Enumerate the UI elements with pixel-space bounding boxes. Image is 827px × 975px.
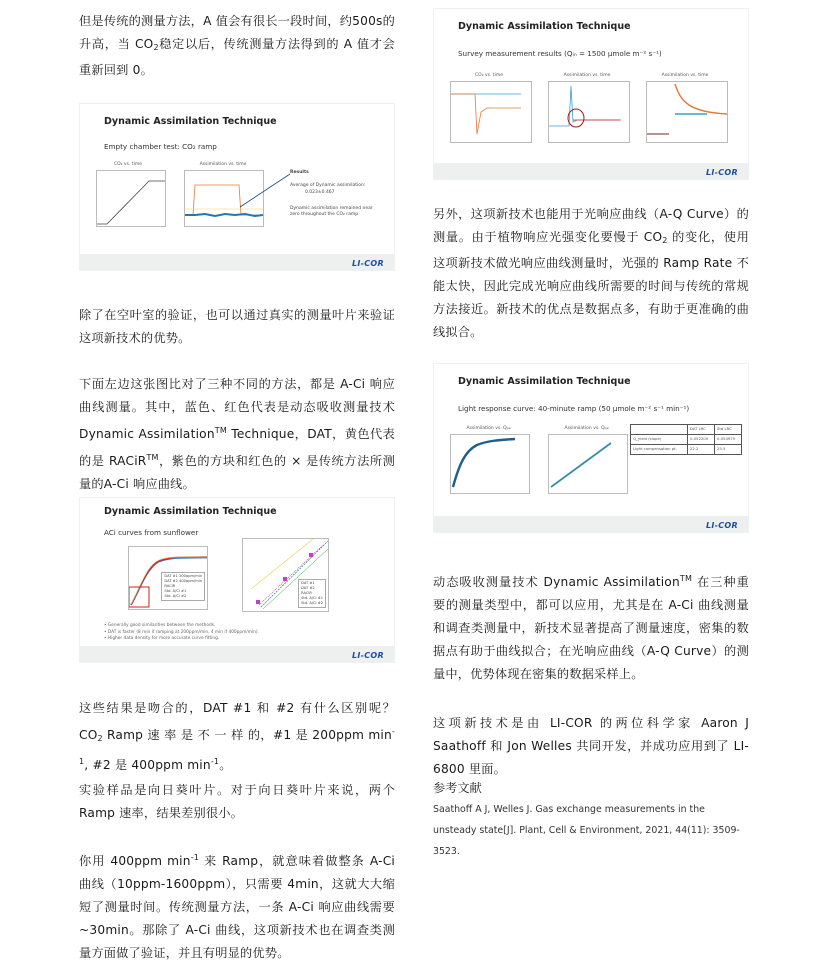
trademark: TM — [214, 426, 227, 435]
text: , #2 是 400ppm min — [84, 758, 211, 772]
licor-logo: LI-COR — [351, 651, 384, 660]
co2-lines — [451, 82, 531, 142]
references-citation: Saathoff A J, Welles J. Gas exchange measurements in the unsteady state[J]. Plant, Cell & Environment, 2021, 44(11): 3509-3523. — [433, 804, 740, 857]
text: 稳定以后，传统测量方法得到的 A 值才会重新回到 0。 — [79, 37, 395, 77]
light-response-curve — [451, 435, 529, 493]
superscript: -1 — [190, 853, 200, 862]
legend-item: RACiR — [164, 584, 176, 588]
chart-title: CO₂ vs. time — [114, 162, 142, 167]
text: 的变化，使用这项新技术做光响应曲线测量时，光强的 Ramp Rate 不能太快，因此完成光响应曲线所需要的时间与传统的常规方法接近。新技术的优点是数据点多，有助于更准确的曲线拟合。 — [433, 230, 749, 339]
slide-footer — [434, 516, 748, 532]
legend-item: Std. A/Ci #1 — [301, 596, 323, 600]
slide-aci-curves-sunflower — [79, 497, 395, 663]
text: Ramp 速 率 是 不 一 样 的，#1 是 200ppm min — [102, 728, 392, 742]
text: 下面左边这张图比对了三种不同的方法，都是 A-Ci 响应曲线测量。其中，蓝色、红色代表是动态吸收测量技术 Dynamic Assimilation — [79, 377, 395, 441]
results-note: Dynamic assimilation remained near zero throughout the CO₂ ramp — [290, 206, 373, 217]
chart-assimilation-vs-qpar-1 — [444, 426, 534, 506]
table-cell: DAT LRC — [688, 425, 715, 435]
plot-area — [450, 81, 532, 143]
legend-item: Std. A/Ci #1 — [164, 589, 187, 593]
text: 动态吸收测量技术 Dynamic Assimilation — [433, 575, 680, 589]
chart-title: Assimilation vs. time — [563, 73, 611, 78]
text: Technique，DAT，黄色代表的是 RACiR — [79, 427, 395, 468]
legend-item: DAT #2 — [301, 586, 315, 590]
table-cell: 25.5 — [714, 445, 741, 455]
plot-aci-zoom — [242, 538, 329, 612]
legend-item: DAT #2 400ppm/min — [164, 579, 202, 583]
bullet-text: Generally good similarities between the methods. — [107, 623, 216, 628]
legend — [161, 572, 205, 601]
licor-logo: LI-COR — [351, 259, 384, 268]
bullet-text: DAT is faster (8 min if ramping at 200ppm/min, 4 min if 400ppm/min). — [107, 629, 259, 635]
plot-aci-full — [128, 546, 208, 610]
table-cell: 0.054979 — [714, 435, 741, 445]
plot-area — [548, 81, 630, 143]
paragraph-summary — [433, 567, 749, 686]
legend-item: DAT #1 — [301, 581, 315, 585]
paragraph-traditional-method — [79, 10, 395, 82]
assimilation-lines — [549, 82, 629, 142]
plot-area — [646, 81, 728, 143]
paragraph-sunflower: 实验样品是向日葵叶片。对于向日葵叶片来说，两个 Ramp 速率，结果差别很小。 — [79, 783, 395, 820]
results-heading: Results — [290, 170, 309, 175]
assimilation-lines — [647, 82, 727, 142]
licor-logo: LI-COR — [705, 521, 738, 530]
chart-co2-vs-time — [88, 162, 168, 237]
results-average-label: Average of Dynamic assimilation: — [290, 183, 366, 188]
slide-subtitle: Survey measurement results (Qᵢₙ = 1500 μmole m⁻² s⁻¹) — [458, 49, 662, 58]
chart-title: Assimilation vs. Qₚₐᵣ — [564, 426, 610, 431]
paragraph-developers: 这项新技术是由 LI-COR 的两位科学家 Aaron J Saathoff 和 Jon Welles 共同开发，并成功应用到了 LI-6800 里面。 — [433, 716, 749, 776]
chart-co2-vs-time — [444, 73, 534, 153]
slide-light-response-curve — [433, 363, 749, 533]
co2-ramp-line — [97, 171, 165, 226]
legend-item: DAT #1 200ppm/min — [164, 574, 202, 578]
chart-title: Assimilation vs. time — [199, 162, 247, 167]
text: 另外，这项新技术也能用于光响应曲线（A-Q Curve）的测量。由于植物响应光强变化要慢于 CO — [433, 207, 749, 244]
table-cell: 22.2 — [688, 445, 715, 455]
plot-area — [450, 434, 530, 494]
references-heading: 参考文献 — [433, 781, 482, 795]
text: 来 Ramp，就意味着做整条 A-Ci 曲线（10ppm-1600ppm），只需要 4min，这就大大缩短了测量时间。传统测量方法，一条 A-Ci 响应曲线需要 ~30min。那除了 A-Ci 曲线，这项新技术也在调查类测量方面做了验证，并且有明显的优势。 — [79, 854, 395, 960]
chart-title: Assimilation vs. time — [661, 73, 709, 78]
slide-footer — [80, 254, 394, 270]
superscript: -1 — [79, 727, 395, 766]
superscript: -1 — [210, 757, 220, 766]
slide-title: Dynamic Assimilation Technique — [458, 21, 631, 32]
bullet-item: • DAT is faster (8 min if ramping at 200ppm/min, 4 min if 400ppm/min). — [104, 629, 259, 635]
table-cell: Light compensation pt. — [631, 445, 688, 455]
slide-subtitle: ACi curves from sunflower — [104, 528, 199, 537]
chart-assimilation-vs-qpar-2 — [542, 426, 632, 506]
legend — [298, 579, 326, 608]
results-table — [630, 424, 742, 455]
table-row — [631, 435, 742, 445]
slide-empty-chamber-test — [79, 103, 395, 271]
trademark: TM — [679, 574, 693, 583]
plot-area — [548, 434, 628, 494]
paragraph-time-savings — [79, 846, 395, 965]
bullet-text: Higher data density for more accurate curve fitting. — [107, 636, 220, 641]
chart-title: Assimilation vs. Qₚₐᵣ — [466, 426, 512, 431]
plot-area — [96, 170, 166, 227]
subscript: 2 — [153, 43, 159, 52]
bullet-item: • Higher data density for more accurate curve fitting. — [104, 636, 220, 641]
text: 在三种重要的测量类型中，都可以应用，尤其是在 A-Ci 曲线测量和调查类测量中，新技术显著提高了测量速度，密集的数据点有助于曲线拟合；在光响应曲线（A-Q Curve）的测量中，优势体现在密集的数据采样上。 — [433, 575, 749, 681]
paragraph-three-methods — [79, 373, 395, 496]
subscript: 2 — [97, 734, 103, 743]
chart-assimilation-vs-time-2 — [640, 73, 730, 153]
text: 但是传统的测量方法，A 值会有很长一段时间，约500s的升高，当 CO — [79, 14, 395, 51]
linear-fit — [549, 435, 627, 493]
legend-item: Std. A/Ci #2 — [164, 594, 187, 598]
slide-title: Dynamic Assimilation Technique — [104, 116, 277, 127]
slide-title: Dynamic Assimilation Technique — [458, 376, 631, 387]
text: 。 — [219, 758, 232, 772]
trademark: TM — [146, 453, 159, 462]
slide-subtitle: Empty chamber test: CO₂ ramp — [104, 142, 217, 151]
paragraph-light-response — [433, 203, 749, 344]
chart-title: CO₂ vs. time — [475, 73, 503, 78]
table-row — [631, 445, 742, 455]
paragraph-leaf-validation: 除了在空叶室的验证，也可以通过真实的测量叶片来验证这项新技术的优势。 — [79, 308, 395, 345]
slide-title: Dynamic Assimilation Technique — [104, 506, 277, 517]
text: 你用 400ppm min — [79, 854, 191, 868]
slide-survey-measurement — [433, 8, 749, 180]
table-header-row — [631, 425, 742, 435]
results-average-value: 0.023±0.467 — [305, 190, 335, 195]
table-cell: Q_yield (slope) — [631, 435, 688, 445]
bullet-item: • Generally good similarities between the methods. — [104, 623, 216, 628]
slide-footer — [434, 163, 748, 179]
slide-subtitle: Light response curve: 40-minute ramp (50 μmole m⁻² s⁻¹ min⁻¹) — [458, 404, 690, 413]
licor-logo: LI-COR — [705, 168, 738, 177]
slide-footer — [80, 646, 394, 662]
chart-assimilation-vs-time-1 — [542, 73, 632, 153]
legend-item: RACiR — [301, 591, 312, 595]
slide-bullets — [104, 623, 259, 643]
table-cell: 0.052200 — [688, 435, 715, 445]
paragraph-dat-difference — [79, 697, 395, 777]
subscript: 2 — [662, 236, 668, 245]
table-cell — [631, 425, 688, 435]
text: 这些结果是吻合的，DAT #1 和 #2 有什么区别呢？ CO — [79, 701, 395, 742]
text: ，紫色的方块和红色的 × 是传统方法所测量的A-Ci 响应曲线。 — [79, 454, 395, 491]
legend-item: Std. A/Ci #2 — [301, 601, 323, 605]
table-cell: Std LRC — [714, 425, 741, 435]
